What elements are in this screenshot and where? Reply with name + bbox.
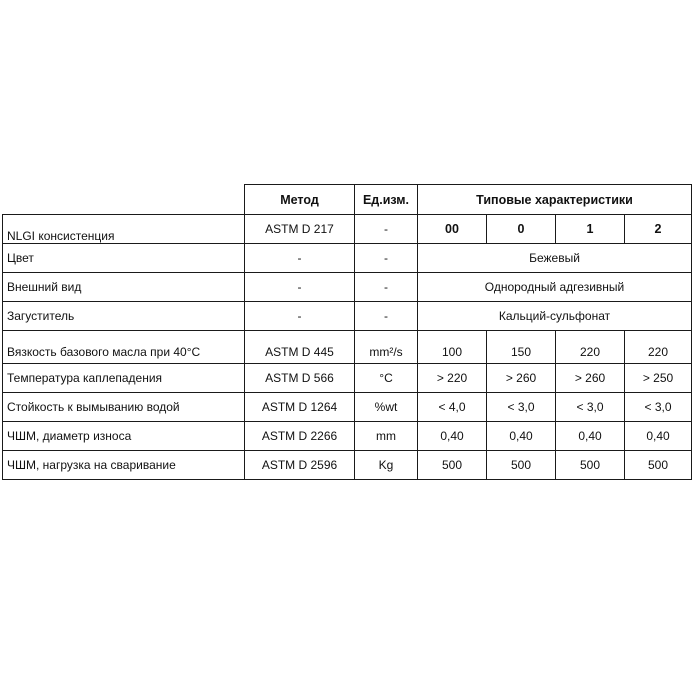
dropping-point-value: > 250 (625, 364, 692, 393)
unit-thickener: - (355, 302, 418, 331)
unit-water-washout: %wt (355, 393, 418, 422)
param-color: Цвет (3, 244, 245, 273)
unit-viscosity: mm²/s (355, 331, 418, 364)
param-dropping-point: Температура каплепадения (3, 364, 245, 393)
wear-scar-value: 0,40 (625, 422, 692, 451)
method-viscosity: ASTM D 445 (245, 331, 355, 364)
wear-scar-value: 0,40 (487, 422, 556, 451)
table-row-nlgi (3, 215, 692, 244)
method-nlgi: ASTM D 217 (245, 215, 355, 244)
method-appearance: - (245, 273, 355, 302)
grade-1: 1 (556, 215, 625, 244)
header-row (3, 185, 692, 215)
water-washout-value: < 3,0 (487, 393, 556, 422)
param-appearance: Внешний вид (3, 273, 245, 302)
method-water-washout: ASTM D 1264 (245, 393, 355, 422)
water-washout-value: < 3,0 (556, 393, 625, 422)
dropping-point-value: > 260 (487, 364, 556, 393)
param-wear-scar: ЧШМ, диаметр износа (3, 422, 245, 451)
viscosity-value: 220 (625, 331, 692, 364)
viscosity-value: 150 (487, 331, 556, 364)
table-row-dropping-point (3, 364, 692, 393)
method-color: - (245, 244, 355, 273)
weld-load-value: 500 (487, 451, 556, 480)
unit-nlgi: - (355, 215, 418, 244)
param-thickener: Загуститель (3, 302, 245, 331)
table-row-water-washout (3, 393, 692, 422)
value-thickener: Кальций-сульфонат (418, 302, 692, 331)
unit-dropping-point: °C (355, 364, 418, 393)
header-blank-cell (3, 185, 245, 215)
table-row-appearance (3, 273, 692, 302)
param-viscosity: Вязкость базового масла при 40°C (3, 331, 245, 364)
water-washout-value: < 4,0 (418, 393, 487, 422)
header-typical-characteristics: Типовые характеристики (418, 185, 692, 215)
dropping-point-value: > 220 (418, 364, 487, 393)
viscosity-value: 100 (418, 331, 487, 364)
param-weld-load: ЧШМ, нагрузка на сваривание (3, 451, 245, 480)
unit-appearance: - (355, 273, 418, 302)
param-nlgi: NLGI консистенция (3, 215, 245, 244)
table-row-weld-load (3, 451, 692, 480)
method-wear-scar: ASTM D 2266 (245, 422, 355, 451)
value-color: Бежевый (418, 244, 692, 273)
water-washout-value: < 3,0 (625, 393, 692, 422)
weld-load-value: 500 (556, 451, 625, 480)
unit-color: - (355, 244, 418, 273)
table-row-thickener (3, 302, 692, 331)
wear-scar-value: 0,40 (556, 422, 625, 451)
table-row-viscosity (3, 331, 692, 364)
weld-load-value: 500 (625, 451, 692, 480)
param-water-washout: Стойкость к вымыванию водой (3, 393, 245, 422)
method-weld-load: ASTM D 2596 (245, 451, 355, 480)
grade-00: 00 (418, 215, 487, 244)
viscosity-value: 220 (556, 331, 625, 364)
unit-weld-load: Kg (355, 451, 418, 480)
value-appearance: Однородный адгезивный (418, 273, 692, 302)
wear-scar-value: 0,40 (418, 422, 487, 451)
dropping-point-value: > 260 (556, 364, 625, 393)
header-unit: Ед.изм. (355, 185, 418, 215)
grade-0: 0 (487, 215, 556, 244)
weld-load-value: 500 (418, 451, 487, 480)
table-row-wear-scar (3, 422, 692, 451)
header-method: Метод (245, 185, 355, 215)
specifications-table (2, 184, 692, 480)
method-dropping-point: ASTM D 566 (245, 364, 355, 393)
method-thickener: - (245, 302, 355, 331)
grade-2: 2 (625, 215, 692, 244)
table-row-color (3, 244, 692, 273)
unit-wear-scar: mm (355, 422, 418, 451)
